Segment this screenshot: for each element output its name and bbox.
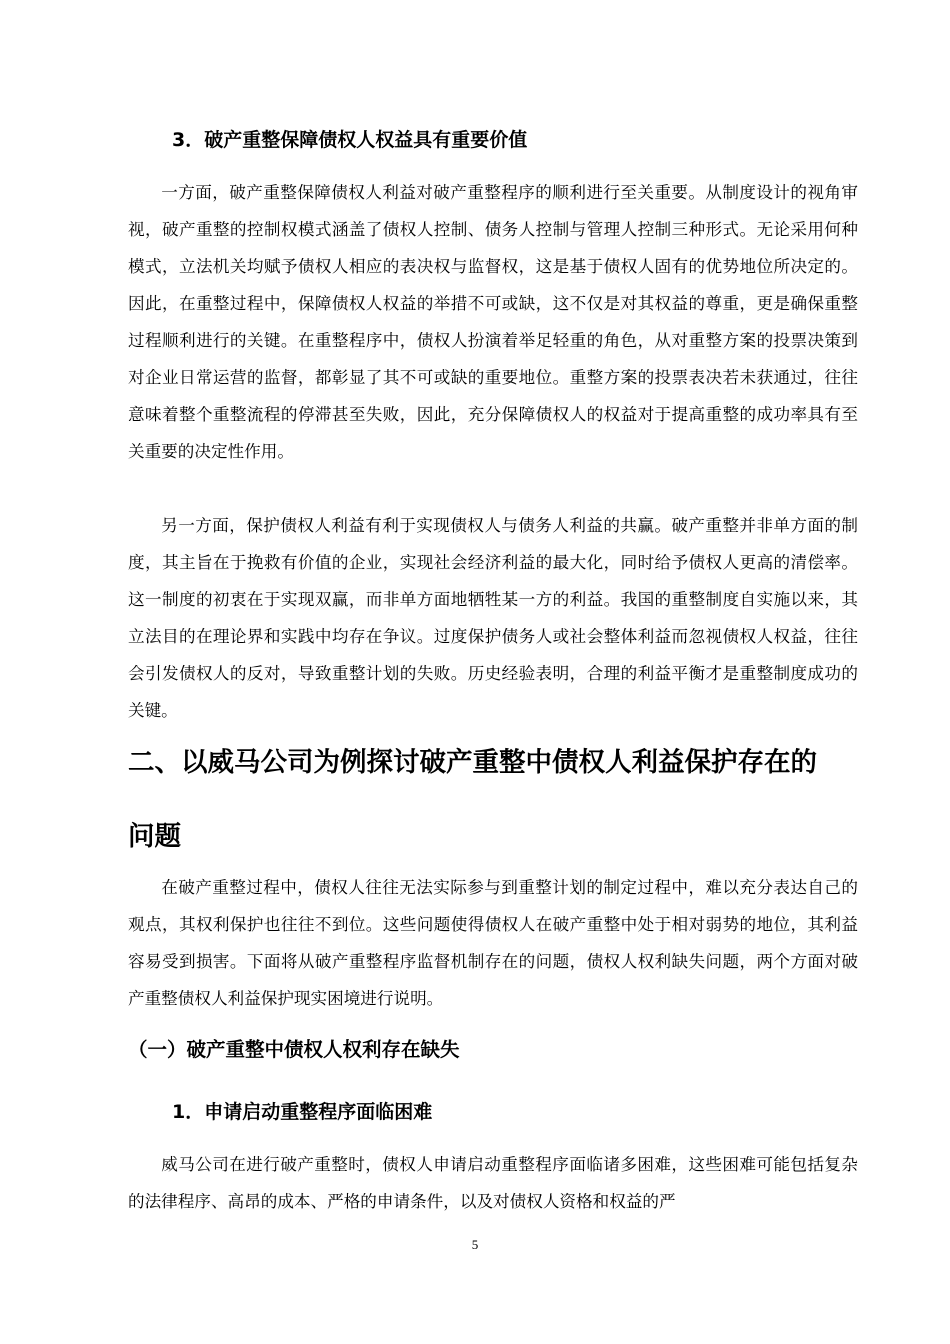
item-1-paragraph: 威马公司在进行破产重整时，债权人申请启动重整程序面临诸多困难，这些困难可能包括复杂的法律程序、高昂的成本、严格的申请条件，以及对债权人资格和权益的严 (128, 1155, 858, 1211)
section-3-heading: 3．破产重整保障债权人权益具有重要价值 (172, 129, 528, 151)
item-1-heading: 1．申请启动重整程序面临困难 (172, 1101, 433, 1123)
page-number: 5 (471, 1237, 479, 1252)
section-3-paragraph-2: 另一方面，保护债权人利益有利于实现债权人与债务人利益的共赢。破产重整并非单方面的制度，其主旨在于挽救有价值的企业，实现社会经济利益的最大化，同时给予债权人更高的清偿率。这一制度的初衷在于实现双赢，而非单方面地牺牲某一方的利益。我国的重整制度自实施以来，其立法目的在理论界和实践中均存在争议。过度保护债务人或社会整体利益而忽视债权人权益，往往会引发债权人的反对，导致重整计划的失败。历史经验表明，合理的利益平衡才是重整制度成功的关键。 (128, 516, 858, 720)
section-3-paragraph-1: 一方面，破产重整保障债权人利益对破产重整程序的顺利进行至关重要。从制度设计的视角审视，破产重整的控制权模式涵盖了债权人控制、债务人控制与管理人控制三种形式。无论采用何种模式，立法机关均赋予债权人相应的表决权与监督权，这是基于债权人固有的优势地位所决定的。因此，在重整过程中，保障债权人权益的举措不可或缺，这不仅是对其权益的尊重，更是确保重整过程顺利进行的关键。在重整程序中，债权人扮演着举足轻重的角色，从对重整方案的投票决策到对企业日常运营的监督，都彰显了其不可或缺的重要地位。重整方案的投票表决若未获通过，往往意味着整个重整流程的停滞甚至失败，因此，充分保障债权人的权益对于提高重整的成功率具有至关重要的决定性作用。 (128, 183, 858, 461)
chapter-2-intro-paragraph: 在破产重整过程中，债权人往往无法实际参与到重整计划的制定过程中，难以充分表达自己的观点，其权利保护也往往不到位。这些问题使得债权人在破产重整中处于相对弱势的地位，其利益容易受到损害。下面将从破产重整程序监督机制存在的问题，债权人权利缺失问题，两个方面对破产重整债权人利益保护现实困境进行说明。 (128, 878, 858, 1008)
chapter-2-heading: 二、以威马公司为例探讨破产重整中债权人利益保护存在的问题 (128, 747, 817, 852)
subsection-1-heading: （一）破产重整中债权人权利存在缺失 (128, 1038, 460, 1061)
